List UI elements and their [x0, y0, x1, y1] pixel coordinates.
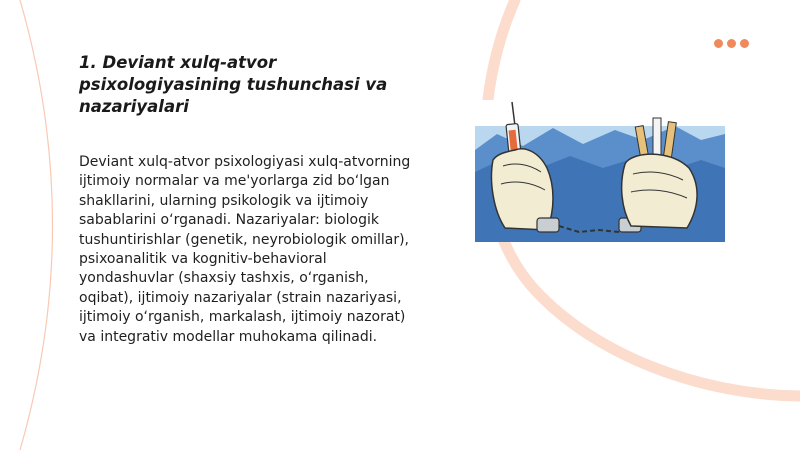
- syringe-cigarettes-handcuffs-illustration: [475, 100, 725, 242]
- right-hand-icon: [622, 154, 697, 228]
- dot: [714, 39, 723, 48]
- slide-body-text: Deviant xulq-atvor psixologiyasi xulq-atvorning ijtimoiy normalar va me'yorlarga zid bo‘lgan shakllarini, ularning psikologik va ijtimoiy sabablarini o‘rganadi. Nazariyalar: biologik tushuntirishlar (genetik, neyrobiologik omillar), psixoanalitik va kognitiv-behavioral yondashuvlar (shaxsiy tashxis, o‘rganish, oqibat), ijtimoiy nazariyalar (strain nazariyasi, ijtimoiy o‘rganish, markalash, ijtimoiy nazorat) va integrativ modellar muhokama qilinadi.: [79, 154, 411, 345]
- slide-title: 1. Deviant xulq-atvor psixologiyasining tushunchasi va nazariyalari: [79, 53, 388, 116]
- dot: [740, 39, 749, 48]
- left-thin-arc: [20, 0, 53, 450]
- dot: [727, 39, 736, 48]
- menu-dots-icon: [714, 39, 749, 48]
